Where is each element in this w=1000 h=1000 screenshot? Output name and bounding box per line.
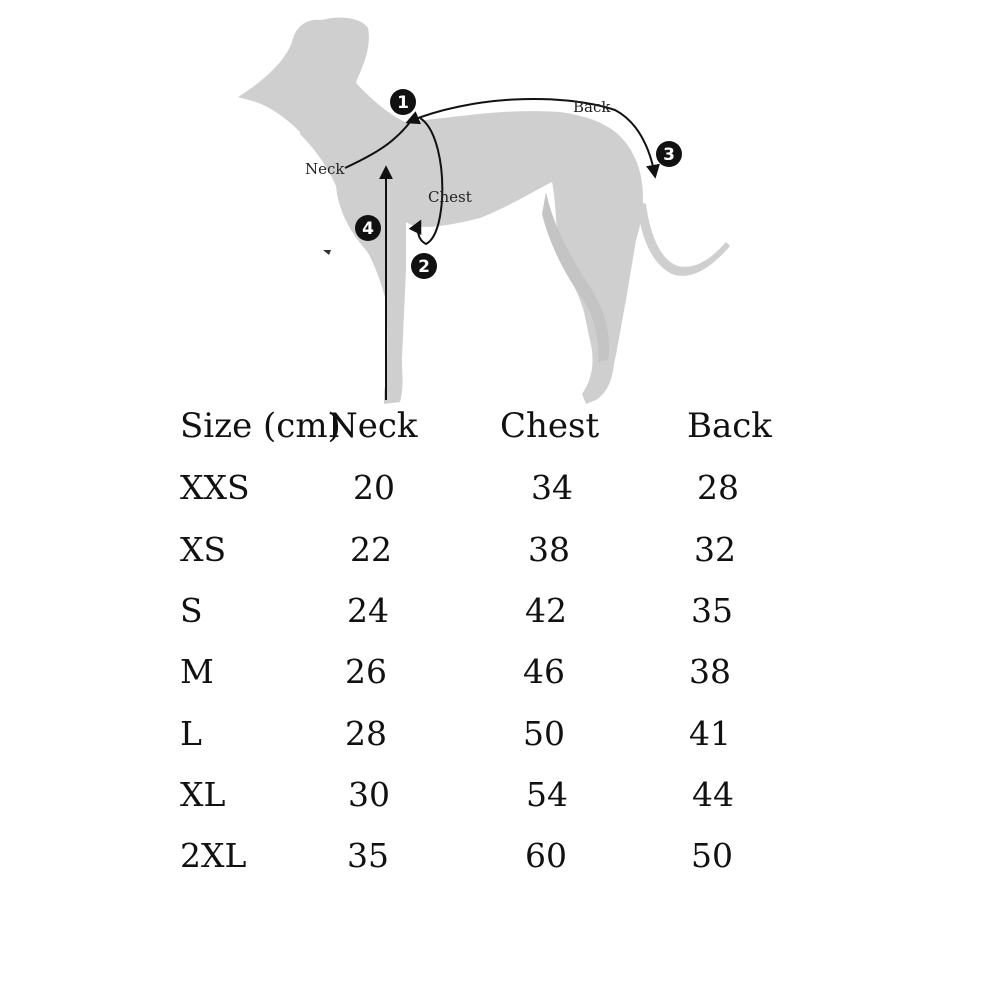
back-cell: 35 xyxy=(691,591,733,630)
header-neck: Neck xyxy=(328,406,418,446)
speck-mark xyxy=(323,250,331,255)
dog-measurement-diagram xyxy=(0,0,1000,410)
neck-cell: 28 xyxy=(345,714,387,753)
table-row xyxy=(0,836,1000,896)
marker-4 xyxy=(355,215,381,241)
back-cell: 28 xyxy=(697,468,739,507)
neck-cell: 30 xyxy=(348,775,390,814)
back-cell: 44 xyxy=(692,775,734,814)
svg-text:1: 1 xyxy=(397,93,409,113)
marker-3 xyxy=(656,141,682,167)
back-cell: 32 xyxy=(694,530,736,569)
chest-cell: 54 xyxy=(526,775,568,814)
neck-cell: 24 xyxy=(347,591,389,630)
back-cell: 41 xyxy=(689,714,731,753)
chest-label: Chest xyxy=(428,188,472,206)
marker-1 xyxy=(390,89,416,115)
table-row xyxy=(0,468,1000,528)
size-cell: L xyxy=(180,714,202,753)
neck-cell: 26 xyxy=(345,652,387,691)
table-row xyxy=(0,775,1000,835)
neck-label: Neck xyxy=(305,160,345,178)
marker-2 xyxy=(411,253,437,279)
back-cell: 50 xyxy=(691,836,733,875)
table-row xyxy=(0,652,1000,712)
chest-cell: 42 xyxy=(525,591,567,630)
back-label: Back xyxy=(573,98,611,116)
size-cell: M xyxy=(180,652,214,691)
size-cell: XXS xyxy=(180,468,250,507)
table-row xyxy=(0,591,1000,651)
header-size: Size (cm) xyxy=(180,406,341,446)
svg-text:4: 4 xyxy=(362,219,374,239)
size-cell: 2XL xyxy=(180,836,247,875)
chest-cell: 38 xyxy=(528,530,570,569)
table-row xyxy=(0,714,1000,774)
header-back: Back xyxy=(687,406,772,446)
neck-cell: 20 xyxy=(353,468,395,507)
chest-cell: 50 xyxy=(523,714,565,753)
neck-cell: 22 xyxy=(350,530,392,569)
chest-cell: 60 xyxy=(525,836,567,875)
chest-cell: 46 xyxy=(523,652,565,691)
dog-silhouette xyxy=(238,18,730,404)
size-cell: XS xyxy=(180,530,227,569)
svg-text:3: 3 xyxy=(663,145,675,165)
table-row xyxy=(0,530,1000,590)
size-cell: XL xyxy=(180,775,226,814)
neck-cell: 35 xyxy=(347,836,389,875)
chest-cell: 34 xyxy=(531,468,573,507)
size-cell: S xyxy=(180,591,203,630)
back-cell: 38 xyxy=(689,652,731,691)
svg-text:2: 2 xyxy=(418,257,430,277)
header-chest: Chest xyxy=(500,406,600,446)
